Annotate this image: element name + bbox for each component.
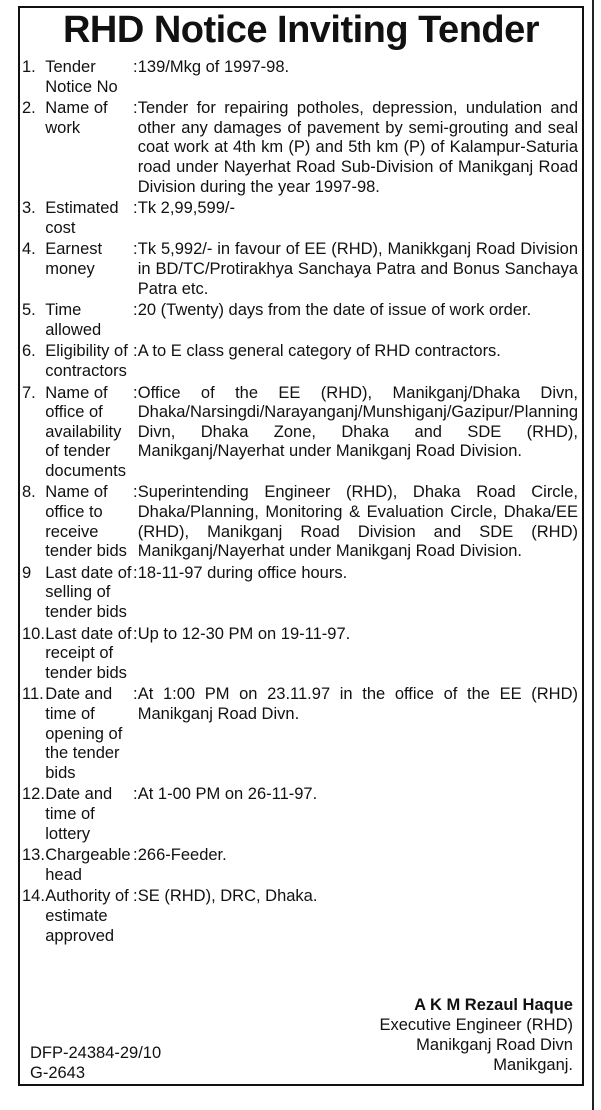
dfp-ref: DFP-24384-29/10 (30, 1044, 162, 1062)
item-value: Office of the EE (RHD), Manikganj/Dhaka Divn, Dhaka/Narsingdi/Narayanganj/Munshiganj/Gazipur/Planning Divn, Dhaka Zone, Dhaka and SDE (RHD), Manikganj/Nayerhat under Manikganj Road Division. (137, 383, 578, 461)
item-colon: : (132, 846, 138, 865)
item-number: 13. (22, 846, 45, 865)
item-label: Eligibility of contractors (45, 342, 128, 380)
item-colon: : (132, 383, 138, 402)
item-value: At 1:00 PM on 23.11.97 in the office of the EE (RHD) Manikganj Road Divn. (137, 685, 578, 723)
item-number: 8. (22, 483, 36, 502)
tender-item-row (22, 342, 578, 383)
tender-item-row (22, 240, 578, 301)
item-label: Date and time of opening of the tender bids (45, 685, 123, 782)
signature-block (380, 995, 574, 1075)
item-value: Tender for repairing potholes, depression, undulation and other any damages of pavement by semi-grouting and seal coat work at 4th km (P) and 5th km (P) of Kalampur-Saturia road under Nayerhat Road Sub-Division of Manikganj Road Division during the year 1997-98. (137, 99, 578, 196)
item-value: Superintending Engineer (RHD), Dhaka Road Circle, Dhaka/Planning, Monitoring & Evaluation Circle, Dhaka/EE (RHD), Manikganj Road Division and SDE (RHD) Manikganj/Nayerhat under Manikganj Road Division. (137, 483, 578, 561)
item-colon: : (132, 483, 138, 502)
item-colon: : (132, 199, 138, 218)
item-number: 1. (22, 58, 36, 76)
item-colon: : (132, 240, 138, 259)
signatory-office: Manikganj Road Divn (416, 1036, 573, 1054)
item-number: 9 (22, 563, 32, 582)
item-number: 4. (22, 240, 36, 259)
item-colon: : (132, 563, 138, 582)
item-colon: : (132, 301, 138, 320)
tender-item-row (22, 99, 578, 199)
item-colon: : (132, 624, 138, 643)
tender-item-row (22, 685, 578, 785)
tender-item-row (22, 625, 578, 686)
item-colon: : (132, 99, 138, 118)
item-label: Authority of estimate approved (45, 887, 129, 945)
item-number: 7. (22, 383, 36, 402)
page-edge-rule (592, 0, 594, 1110)
item-number: 3. (22, 199, 36, 218)
tender-items-table (22, 58, 578, 948)
item-label: Date and time of lottery (45, 785, 113, 843)
tender-item-row (22, 483, 578, 563)
signatory-name: A K M Rezaul Haque (414, 996, 573, 1014)
item-colon: : (132, 785, 138, 804)
notice-title: RHD Notice Inviting Tender (62, 9, 540, 51)
reference-numbers (30, 1043, 161, 1083)
tender-item-row (22, 564, 578, 625)
item-colon: : (132, 685, 138, 704)
item-colon: : (132, 342, 138, 361)
item-label: Last date of receipt of tender bids (45, 624, 132, 682)
tender-item-row (22, 384, 578, 484)
item-label: Last date of selling of tender bids (45, 563, 132, 622)
item-label: Tender Notice No (45, 58, 118, 96)
item-number: 11. (22, 685, 44, 704)
item-value: A to E class general category of RHD contractors. (137, 342, 501, 361)
item-value: Up to 12-30 PM on 19-11-97. (137, 624, 351, 643)
item-number: 6. (22, 342, 36, 361)
item-value: Tk 2,99,599/- (137, 199, 235, 218)
tender-item-row (22, 785, 578, 846)
item-label: Name of office to receive tender bids (45, 483, 127, 561)
item-number: 5. (22, 301, 36, 320)
item-label: Earnest money (45, 240, 103, 278)
item-label: Chargeable head (45, 846, 131, 884)
item-value: At 1-00 PM on 26-11-97. (137, 785, 318, 804)
item-label: Name of work (45, 99, 108, 137)
item-number: 2. (22, 99, 36, 118)
signatory-place: Manikganj. (493, 1056, 573, 1074)
tender-item-row (22, 199, 578, 240)
item-value: 139/Mkg of 1997-98. (137, 58, 290, 76)
item-value: SE (RHD), DRC, Dhaka. (137, 887, 318, 906)
item-number: 14. (22, 887, 45, 906)
tender-item-row (22, 846, 578, 887)
item-value: Tk 5,992/- in favour of EE (RHD), Manikkganj Road Division in BD/TC/Protirakhya Sanchaya Patra and Bonus Sanchaya Patra etc. (137, 240, 578, 298)
item-label: Estimated cost (45, 199, 119, 237)
item-value: 20 (Twenty) days from the date of issue of work order. (137, 301, 532, 320)
item-value: 18-11-97 during office hours. (137, 563, 348, 582)
item-label: Name of office of availability of tender documents (45, 383, 126, 480)
tender-item-row (22, 58, 578, 99)
item-number: 12. (22, 785, 45, 804)
item-label: Time allowed (45, 301, 102, 339)
tender-item-row (22, 301, 578, 342)
item-colon: : (132, 58, 138, 76)
item-number: 10. (22, 624, 45, 643)
tender-item-row (22, 887, 578, 948)
signatory-designation: Executive Engineer (RHD) (379, 1016, 573, 1034)
item-colon: : (132, 887, 138, 906)
g-ref: G-2643 (30, 1064, 86, 1082)
item-value: 266-Feeder. (137, 846, 227, 865)
